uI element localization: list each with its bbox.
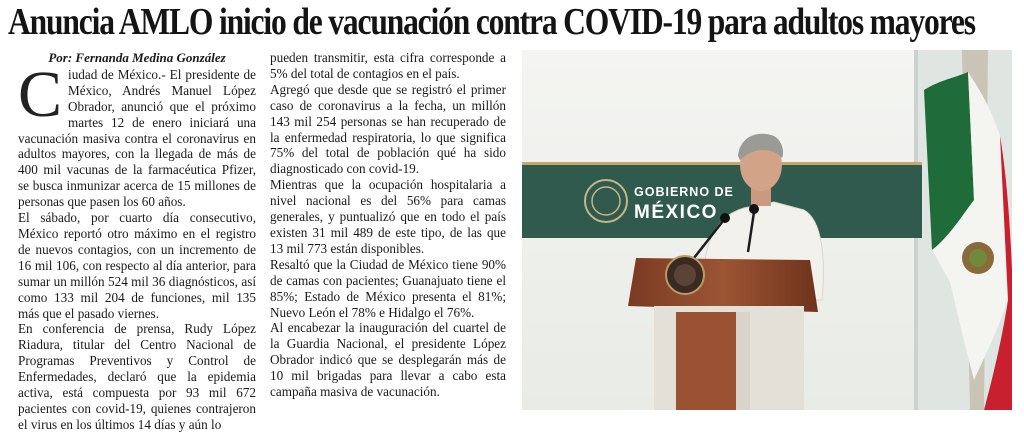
paragraph-2: El sábado, por cuarto día consecutivo, México reportó otro máximo en el registro de nuevos contagios, con un incremento de 16 mil 106, con respecto al día anterior, para sumar un millón 524 mil 36 diagnósticos, así como 133 mil 204 de funciones, mil 135 más que el pasado viernes. — [18, 210, 256, 321]
paragraph-4: pueden transmitir, esta cifra corresponde a 5% del total de contagios en el país. — [270, 50, 506, 81]
paragraph-7: Resaltó que la Ciudad de México tiene 90% de camas con pacientes; Guanajuato tiene el 85%; Estado de México presenta el 81%; Nuevo León el 78% e Hidalgo el 76%. — [270, 256, 506, 320]
press-conference-photo — [522, 50, 1012, 410]
podium — [628, 256, 818, 410]
banner-text-1: GOBIERNO DE — [634, 185, 734, 199]
byline: Por: Fernanda Medina González — [48, 50, 226, 65]
drop-cap: C — [18, 57, 63, 131]
article-column-1 — [18, 50, 256, 433]
paragraph-1-text: iudad de México.- El presidente de México, Andrés Manuel López Obrador, anunció que el próximo martes 12 de enero iniciará una vacunación masiva contra el coronavirus en adultos mayores, con la llegada de más de 400 mil vacunas de la farmacéutica Pfizer, se busca inmunizar acerca de 15 millones de personas que pasen los 60 años. — [18, 66, 256, 210]
paragraph-5: Agregó que desde que se registró el primer caso de coronavirus a la fecha, un millón 143 mil 254 personas se han recuperado de la enfermedad respiratoria, lo que significa 75% del total de población qué ha sido diagnosticado con covid-19. — [270, 81, 506, 177]
paragraph-8: Al encabezar la inauguración del cuartel de la Guardia Nacional, el presidente López Obrador indicó que se desplegarán más de 10 mil brigadas para llevar a cabo esta campaña masiva de vacunación. — [270, 320, 506, 400]
paragraph-3: En conferencia de prensa, Rudy López Riadura, titular del Centro Nacional de Programas Preventivos y Control de Enfermedades, declaró que la epidemia activa, está compuesta por 93 mil 672 pacientes con covid-19, quienes contrajeron el virus en los últimos 14 días y aún lo — [18, 321, 256, 432]
article-column-2 — [270, 50, 506, 400]
banner-text-2: MÉXICO — [634, 202, 718, 223]
photo-illustration — [522, 50, 1012, 410]
headline: Anuncia AMLO inicio de vacunación contra COVID-19 para adultos mayores — [8, 1, 975, 43]
paragraph-6: Mientras que la ocupación hospitalaria a nivel nacional es del 56% para camas generales, y puntualizó que en todo el país existen 31 mil 489 de este tipo, de las que 13 mil 773 están disponibles. — [270, 177, 506, 256]
